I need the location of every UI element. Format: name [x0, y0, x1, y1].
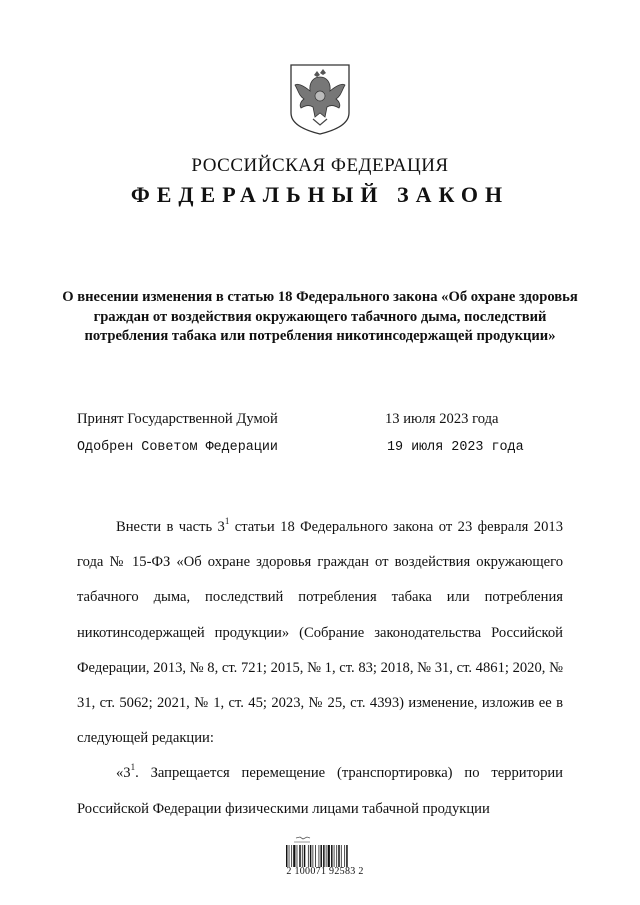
council-approval-date: 19 июля 2023 года: [387, 440, 524, 455]
body-paragraph: [77, 756, 563, 826]
superscript: 1: [130, 762, 136, 773]
council-approval-label: Одобрен Советом Федерации: [77, 440, 278, 455]
country-heading: РОССИЙСКАЯ ФЕДЕРАЦИЯ: [191, 155, 449, 176]
coat-of-arms-icon: [289, 63, 351, 136]
duma-adoption-date: 13 июля 2023 года: [385, 411, 499, 427]
document-type-heading: ФЕДЕРАЛЬНЫЙ ЗАКОН: [130, 182, 510, 207]
body-paragraph: [77, 510, 563, 756]
barcode-number: 2 100071 92583 2: [286, 866, 364, 877]
law-body: [77, 510, 563, 827]
superscript: 1: [224, 516, 230, 526]
paragraph-text: статьи 18 Федерального закона от 23 февраля 2013 года № 15-ФЗ «Об охране здоровья граждан от воздействия окружающего табачного дыма, последствий потребления табака или потребления никотинсодержащей продукции» (Собрание законодательства Российской Федерации, 2013, № 8, ст. 721; 2015, № 1, ст. 83; 2018, № 31, ст. 4861; 2020, № 31, ст. 5062; 2021, № 1, ст. 45; 2023, № 25, ст. 4393) изменение, изложив ее в следующей редакции:: [77, 519, 563, 747]
paragraph-text: . Запрещается перемещение (транспортировка) по территории Российской Федерации физическими лицами табачной продукции: [77, 765, 563, 817]
duma-adoption-label: Принят Государственной Думой: [77, 411, 278, 427]
law-title: О внесении изменения в статью 18 Федерального закона «Об охране здоровья граждан от воздействия окружающего табачного дыма, последствий потребления табака или потребления никотинсодержащей продукции»: [62, 289, 578, 344]
paragraph-text: Внести в часть 3: [116, 519, 225, 535]
paragraph-text: «3: [116, 765, 131, 782]
